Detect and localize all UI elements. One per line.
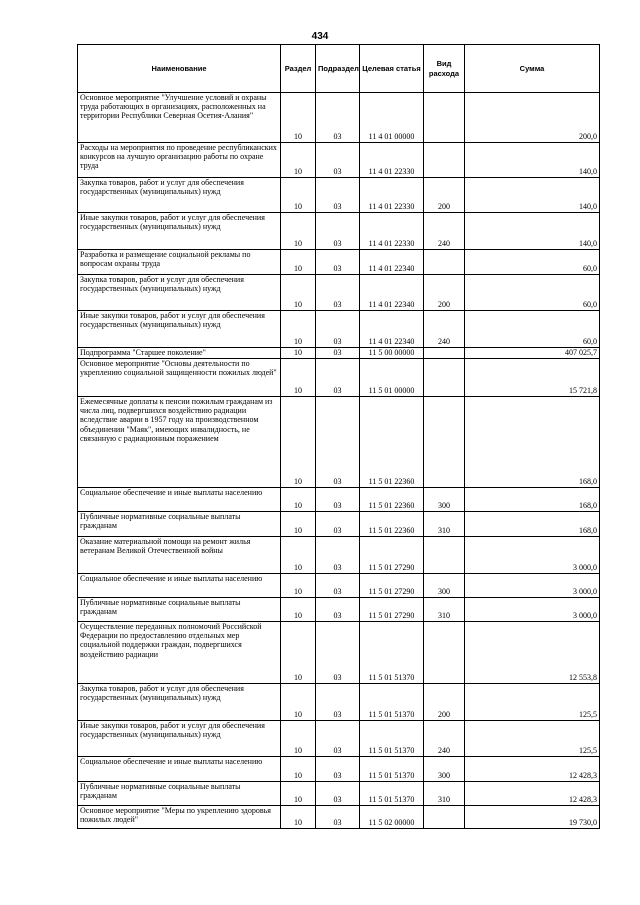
table-row [78,178,600,213]
row-name: Разработка и размещение социальной рекламы по вопросам охраны труда [78,250,281,275]
row-expense-type: 300 [424,757,465,782]
row-subsection: 03 [316,782,360,806]
row-expense-type: 200 [424,178,465,213]
row-target-article: 11 5 01 27290 [360,537,424,574]
row-section: 10 [281,488,316,512]
row-section: 10 [281,178,316,213]
row-section: 10 [281,806,316,829]
row-subsection: 03 [316,537,360,574]
row-sum: 3 000,0 [465,598,600,622]
row-name: Публичные нормативные социальные выплаты гражданам [78,598,281,622]
row-section: 10 [281,684,316,721]
row-target-article: 11 5 01 27290 [360,598,424,622]
row-target-article: 11 5 01 51370 [360,782,424,806]
row-subsection: 03 [316,348,360,359]
row-expense-type: 310 [424,512,465,537]
row-target-article: 11 5 01 51370 [360,757,424,782]
row-expense-type [424,93,465,143]
row-target-article: 11 5 01 00000 [360,359,424,397]
row-expense-type: 310 [424,598,465,622]
row-section: 10 [281,782,316,806]
row-name: Ежемесячные доплаты к пенсии пожилым гражданам из числа лиц, подвергшихся воздействию радиации вследствие аварии в 1957 году на производственном объединении "Маяк", имеющих инвалидность, не связанную с радиационным поражением [78,397,281,488]
row-name: Публичные нормативные социальные выплаты гражданам [78,512,281,537]
table-row [78,806,600,829]
table-row [78,757,600,782]
row-expense-type [424,622,465,684]
row-expense-type [424,537,465,574]
row-section: 10 [281,93,316,143]
row-sum: 140,0 [465,213,600,250]
row-section: 10 [281,311,316,348]
row-expense-type: 240 [424,213,465,250]
row-name: Закупка товаров, работ и услуг для обеспечения государственных (муниципальных) нужд [78,275,281,311]
row-sum: 200,0 [465,93,600,143]
row-sum: 15 721,8 [465,359,600,397]
row-section: 10 [281,721,316,757]
row-target-article: 11 4 01 22330 [360,178,424,213]
table-row [78,684,600,721]
row-section: 10 [281,250,316,275]
row-section: 10 [281,598,316,622]
header-name: Наименование [78,45,281,93]
row-section: 10 [281,622,316,684]
table-row [78,598,600,622]
row-target-article: 11 5 01 27290 [360,574,424,598]
row-target-article: 11 5 01 22360 [360,512,424,537]
row-sum: 12 428,3 [465,782,600,806]
row-subsection: 03 [316,143,360,178]
row-name: Подпрограмма "Старшее поколение" [78,348,281,359]
row-section: 10 [281,359,316,397]
row-target-article: 11 5 01 51370 [360,721,424,757]
table-row [78,143,600,178]
header-target-article: Целевая статья [360,45,424,93]
row-expense-type [424,143,465,178]
row-expense-type: 240 [424,721,465,757]
row-subsection: 03 [316,684,360,721]
row-name: Основное мероприятие "Улучшение условий и охраны труда работающих в организациях, расположенных на территории Республики Северная Осетия-Алания" [78,93,281,143]
row-subsection: 03 [316,574,360,598]
row-sum: 12 553,8 [465,622,600,684]
row-sum: 60,0 [465,250,600,275]
row-name: Социальное обеспечение и иные выплаты населению [78,574,281,598]
row-sum: 19 730,0 [465,806,600,829]
row-subsection: 03 [316,598,360,622]
row-subsection: 03 [316,213,360,250]
table-row [78,213,600,250]
header-expense-type: Вид расхода [424,45,465,93]
row-sum: 168,0 [465,488,600,512]
row-subsection: 03 [316,622,360,684]
row-target-article: 11 5 01 51370 [360,684,424,721]
row-subsection: 03 [316,488,360,512]
row-expense-type: 300 [424,488,465,512]
row-expense-type: 300 [424,574,465,598]
table-body [78,93,600,829]
row-name: Осуществление переданных полномочий Российской Федерации по предоставлению отдельных мер социальной поддержки граждан, подвергшихся воздействию радиации [78,622,281,684]
row-expense-type: 200 [424,684,465,721]
table-row [78,397,600,488]
row-target-article: 11 4 01 22330 [360,213,424,250]
row-subsection: 03 [316,178,360,213]
row-section: 10 [281,397,316,488]
table-header-row [78,45,600,93]
row-expense-type [424,250,465,275]
row-target-article: 11 5 00 00000 [360,348,424,359]
row-sum: 168,0 [465,397,600,488]
row-name: Закупка товаров, работ и услуг для обеспечения государственных (муниципальных) нужд [78,178,281,213]
row-sum: 3 000,0 [465,574,600,598]
row-name: Иные закупки товаров, работ и услуг для обеспечения государственных (муниципальных) нужд [78,721,281,757]
row-subsection: 03 [316,512,360,537]
row-subsection: 03 [316,397,360,488]
header-section: Раздел [281,45,316,93]
row-target-article: 11 5 01 51370 [360,622,424,684]
row-sum: 60,0 [465,311,600,348]
row-name: Социальное обеспечение и иные выплаты населению [78,757,281,782]
row-sum: 125,5 [465,684,600,721]
header-subsection: Подраздел [316,45,360,93]
row-target-article: 11 4 01 22340 [360,250,424,275]
row-name: Иные закупки товаров, работ и услуг для обеспечения государственных (муниципальных) нужд [78,311,281,348]
table-row [78,488,600,512]
row-sum: 168,0 [465,512,600,537]
row-target-article: 11 4 01 22340 [360,275,424,311]
row-target-article: 11 4 01 22340 [360,311,424,348]
row-expense-type [424,359,465,397]
row-name: Закупка товаров, работ и услуг для обеспечения государственных (муниципальных) нужд [78,684,281,721]
table-row [78,348,600,359]
row-section: 10 [281,213,316,250]
row-expense-type: 310 [424,782,465,806]
row-expense-type: 200 [424,275,465,311]
row-expense-type: 240 [424,311,465,348]
row-name: Расходы на мероприятия по проведение республиканских конкурсов на лучшую организацию работы по охране труда [78,143,281,178]
row-name: Иные закупки товаров, работ и услуг для обеспечения государственных (муниципальных) нужд [78,213,281,250]
row-target-article: 11 5 01 22360 [360,488,424,512]
table-row [78,622,600,684]
row-name: Основное мероприятие "Основы деятельности по укреплению социальной защищенности пожилых людей" [78,359,281,397]
row-subsection: 03 [316,806,360,829]
row-name: Основное мероприятие "Меры по укреплению здоровья пожилых людей" [78,806,281,829]
row-target-article: 11 4 01 22330 [360,143,424,178]
row-subsection: 03 [316,275,360,311]
row-subsection: 03 [316,250,360,275]
table-row [78,574,600,598]
table-row [78,93,600,143]
row-sum: 3 000,0 [465,537,600,574]
table-row [78,782,600,806]
row-section: 10 [281,275,316,311]
row-sum: 407 025,7 [465,348,600,359]
row-section: 10 [281,143,316,178]
row-section: 10 [281,348,316,359]
table-row [78,275,600,311]
row-name: Оказание материальной помощи на ремонт жилья ветеранам Великой Отечественной войны [78,537,281,574]
table-row [78,537,600,574]
header-sum: Сумма [465,45,600,93]
row-sum: 12 428,3 [465,757,600,782]
row-expense-type [424,806,465,829]
row-target-article: 11 5 02 00000 [360,806,424,829]
row-target-article: 11 5 01 22360 [360,397,424,488]
row-name: Социальное обеспечение и иные выплаты населению [78,488,281,512]
page-number: 434 [311,31,329,42]
row-expense-type [424,397,465,488]
row-expense-type [424,348,465,359]
row-sum: 60,0 [465,275,600,311]
row-sum: 140,0 [465,178,600,213]
row-sum: 140,0 [465,143,600,178]
row-sum: 125,5 [465,721,600,757]
row-subsection: 03 [316,311,360,348]
row-name: Публичные нормативные социальные выплаты гражданам [78,782,281,806]
row-target-article: 11 4 01 00000 [360,93,424,143]
budget-table [77,44,600,829]
table-row [78,359,600,397]
table-row [78,311,600,348]
row-section: 10 [281,512,316,537]
table-row [78,512,600,537]
row-subsection: 03 [316,721,360,757]
row-subsection: 03 [316,359,360,397]
row-subsection: 03 [316,757,360,782]
table-row [78,721,600,757]
row-section: 10 [281,757,316,782]
row-section: 10 [281,537,316,574]
row-section: 10 [281,574,316,598]
row-subsection: 03 [316,93,360,143]
table-row [78,250,600,275]
